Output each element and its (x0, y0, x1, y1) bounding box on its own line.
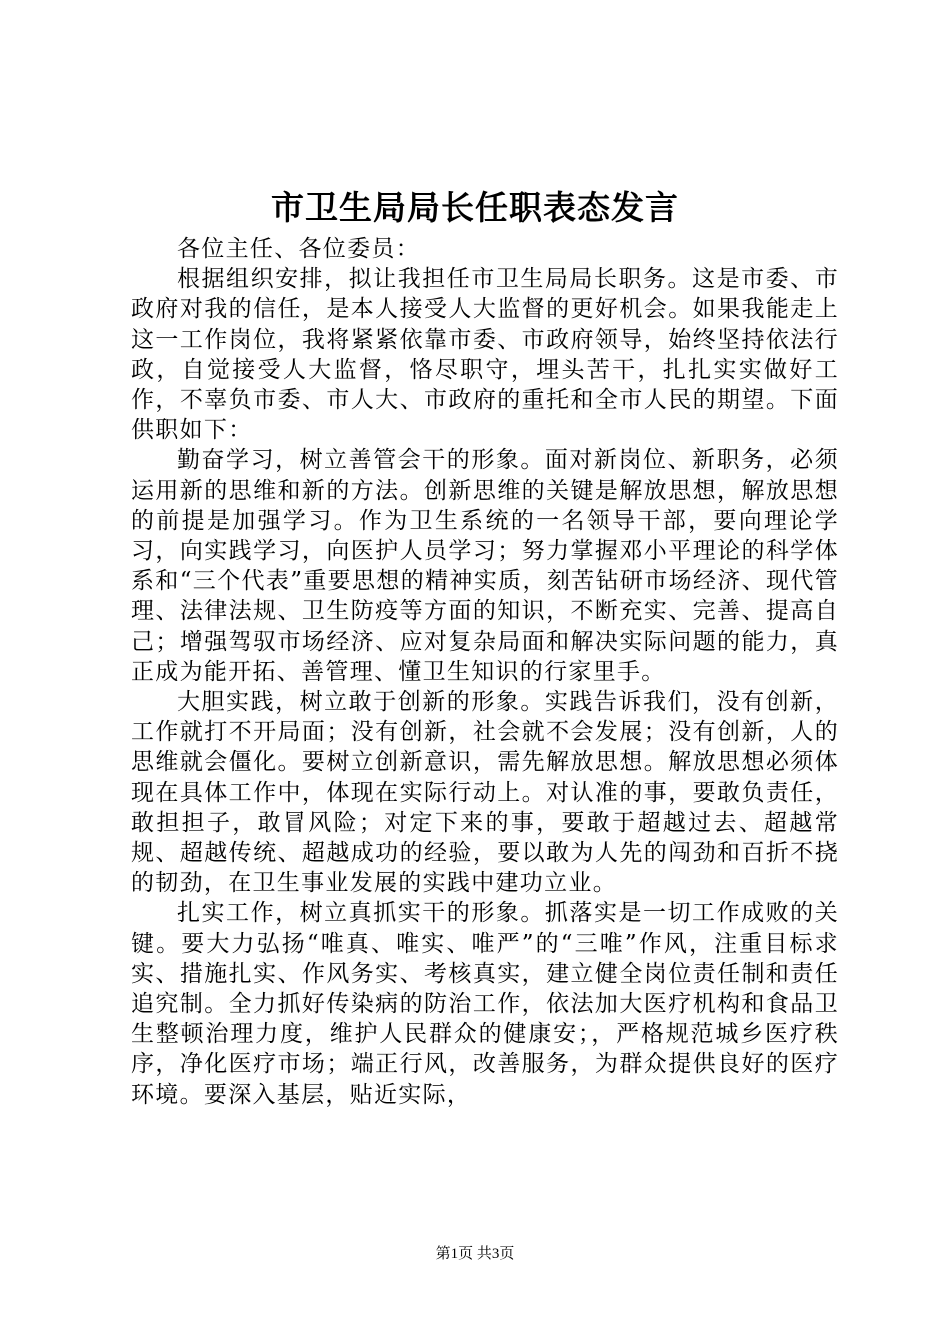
paragraph-intro: 根据组织安排，拟让我担任市卫生局局长职务。这是市委、市政府对我的信任，是本人接受人大监督的更好机会。如果我能走上这一工作岗位，我将紧紧依靠市委、市政府领导，始终坚持依法行政，自觉接受人大监督，恪尽职守，埋头苦干，扎扎实实做好工作，不辜负市委、市人大、市政府的重托和全市人民的期望。下面供职如下： (131, 266, 839, 444)
page-footer: 第1页 共3页 (435, 1246, 515, 1262)
paragraph-study: 勤奋学习，树立善管会干的形象。面对新岗位、新职务，必须运用新的思维和新的方法。创新思维的关键是解放思想，解放思想的前提是加强学习。作为卫生系统的一名领导干部，要向理论学习，向实践学习，向医护人员学习；努力掌握邓小平理论的科学体系和“三个代表”重要思想的精神实质，刻苦钻研市场经济、现代管理、法律法规、卫生防疫等方面的知识，不断充实、完善、提高自己；增强驾驭市场经济、应对复杂局面和解决实际问题的能力，真正成为能开拓、善管理、懂卫生知识的行家里手。 (131, 447, 839, 685)
document-body (131, 234, 839, 1110)
paragraph-practice: 大胆实践，树立敢于创新的形象。实践告诉我们，没有创新，工作就打不开局面；没有创新，社会就不会发展；没有创新，人的思维就会僵化。要树立创新意识，需先解放思想。解放思想必须体现在具体工作中，体现在实际行动上。对认准的事，要敢负责任，敢担担子，敢冒风险；对定下来的事，要敢于超越过去、超越常规、超越传统、超越成功的经验，要以敢为人先的闯劲和百折不挠的韧劲，在卫生事业发展的实践中建功立业。 (131, 689, 839, 897)
document-title: 市卫生局局长任职表态发言 (271, 188, 679, 227)
paragraph-work: 扎实工作，树立真抓实干的形象。抓落实是一切工作成败的关键。要大力弘扬“唯真、唯实、唯严”的“三唯”作风，注重目标求实、措施扎实、作风务实、考核真实，建立健全岗位责任制和责任追究制。全力抓好传染病的防治工作，依法加大医疗机构和食品卫生整顿治理力度，维护人民群众的健康安；，严格规范城乡医疗秩序，净化医疗市场；端正行风，改善服务，为群众提供良好的医疗环境。要深入基层，贴近实际， (131, 900, 839, 1108)
salutation: 各位主任、各位委员： (177, 236, 420, 262)
